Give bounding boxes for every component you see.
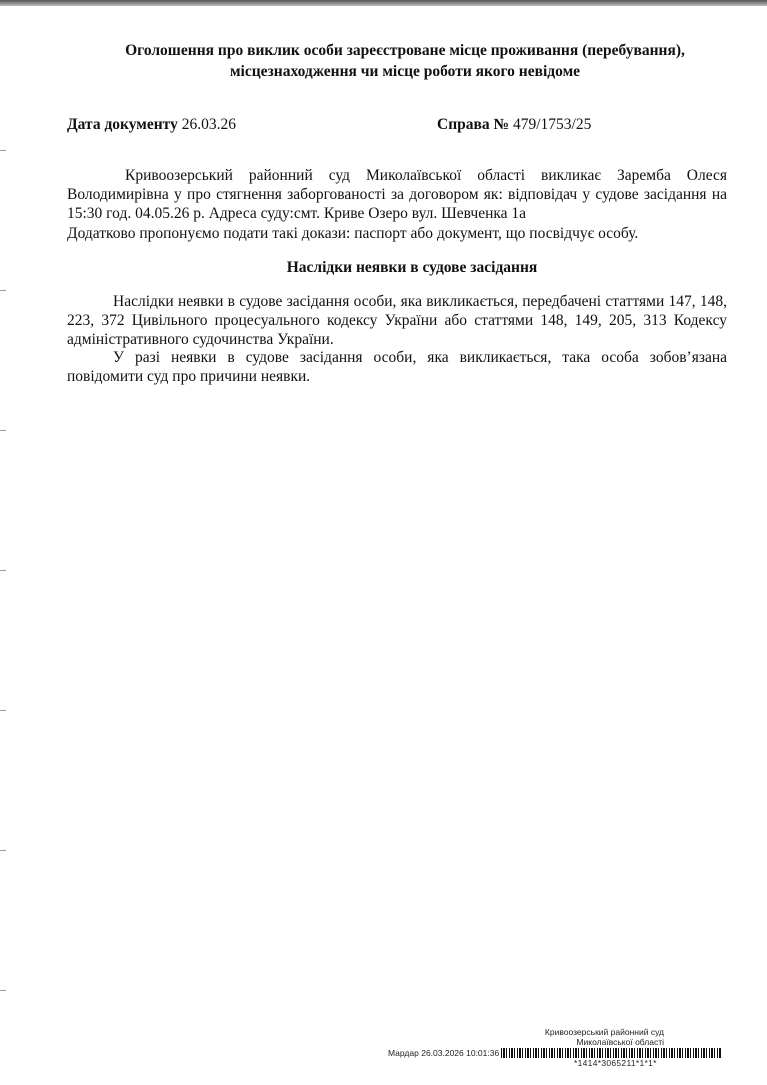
document-date xyxy=(67,116,236,134)
summons-paragraph: Кривоозерський районний суд Миколаївської області викликає Заремба Олеся Володимирівна у про стягнення заборгованості за договором як: відповідач у судове засідання на 15:30 год. 04.05.26 р. Адреса суду:смт. Криве Озеро вул. Шевченка 1а xyxy=(67,167,727,222)
barcode-text: *1414*3065211*1*1* xyxy=(574,1058,657,1068)
case-value: 479/1753/25 xyxy=(512,116,592,133)
title-line-1: Оголошення про виклик особи зареєстроване місце проживання (перебування), xyxy=(125,42,685,59)
margin-mark xyxy=(0,570,6,571)
date-label: Дата документу xyxy=(67,116,178,133)
evidence-paragraph: Додатково пропонуємо подати такі докази: паспорт або документ, що посвідчує особу. xyxy=(67,225,639,242)
title-line-2: місцезнаходження чи місце роботи якого невідоме xyxy=(229,63,581,80)
case-number xyxy=(437,116,591,134)
margin-mark xyxy=(0,850,6,851)
margin-mark xyxy=(0,290,6,291)
registration-stamp xyxy=(388,1027,738,1068)
margin-mark xyxy=(0,150,6,151)
scan-top-edge xyxy=(0,0,767,6)
stamp-court-line-2: Миколаївської області xyxy=(576,1037,664,1047)
stamp-registration-row xyxy=(388,1048,738,1058)
notification-paragraph: У разі неявки в судове засідання особи, яка викликається, така особа зобов’язана повідомити суд про причини неявки. xyxy=(67,349,727,385)
document-title xyxy=(60,40,750,82)
margin-mark xyxy=(0,990,6,991)
case-label: Справа № xyxy=(437,116,510,133)
margin-mark xyxy=(0,430,6,431)
date-value: 26.03.26 xyxy=(181,116,236,133)
stamp-registration: Мардар 26.03.2026 10:01:36 xyxy=(388,1048,500,1058)
margin-mark xyxy=(0,710,6,711)
barcode xyxy=(501,1048,721,1058)
consequences-paragraph: Наслідки неявки в судове засідання особи, яка викликається, передбачені статтями 147, 148, 223, 372 Цивільного процесуального кодексу України або статтями 148, 149, 205, 313 Кодексу адміністративного судочинства України. xyxy=(67,293,727,348)
stamp-court-line-1: Кривоозерський районний суд xyxy=(544,1027,664,1037)
section-title: Наслідки неявки в судове засідання xyxy=(286,259,538,276)
